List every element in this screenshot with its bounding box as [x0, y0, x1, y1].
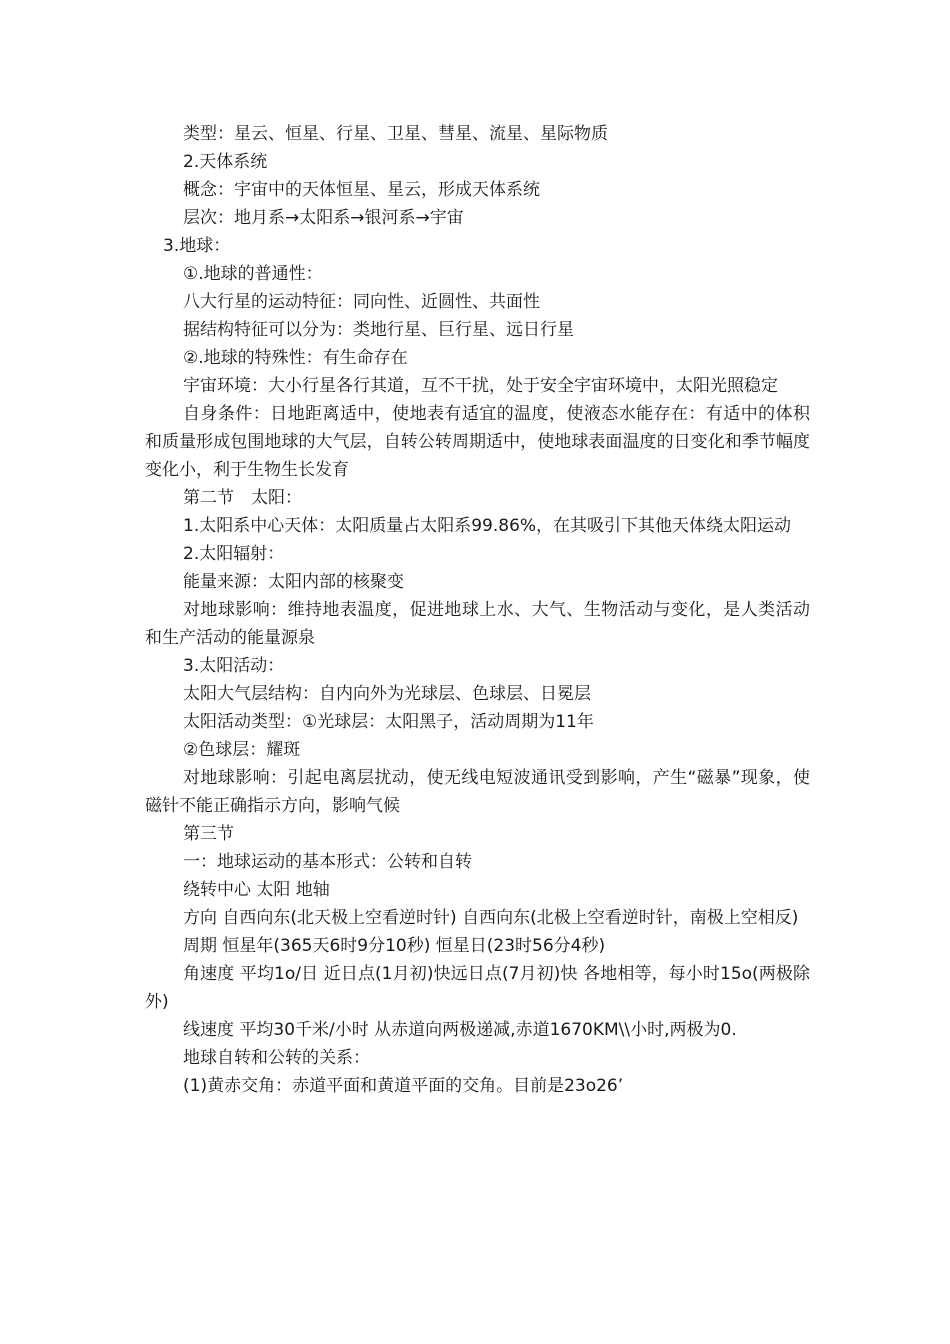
- section-heading: 第三节: [183, 824, 234, 844]
- document-body: [145, 120, 810, 1100]
- paragraph: 宇宙环境：大小行星各行其道，互不干扰，处于安全宇宙环境中，太阳光照稳定: [183, 376, 778, 396]
- paragraph: ②.地球的特殊性：有生命存在: [183, 348, 408, 368]
- paragraph: 地球自转和公转的关系：: [183, 1048, 370, 1068]
- paragraph: 绕转中心 太阳 地轴: [183, 880, 330, 900]
- paragraph: 一：地球运动的基本形式：公转和自转: [183, 852, 472, 872]
- paragraph: 方向 自西向东(北天极上空看逆时针) 自西向东(北极上空看逆时针，南极上空相反): [183, 908, 799, 928]
- paragraph: ②色球层：耀斑: [183, 740, 301, 760]
- paragraph: 周期 恒星年(365天6时9分10秒) 恒星日(23时56分4秒): [183, 936, 606, 956]
- paragraph: 对地球影响：引起电离层扰动，使无线电短波通讯受到影响，产生“磁暴”现象，使磁针不能正确指示方向，影响气候: [145, 768, 810, 816]
- paragraph: 能量来源：太阳内部的核聚变: [183, 572, 404, 592]
- paragraph: 对地球影响：维持地表温度，促进地球上水、大气、生物活动与变化，是人类活动和生产活动的能量源泉: [145, 600, 810, 648]
- paragraph: 角速度 平均1o/日 近日点(1月初)快远日点(7月初)快 各地相等，每小时15o(两极除外): [145, 964, 810, 1012]
- paragraph: 1.太阳系中心天体：太阳质量占太阳系99.86%，在其吸引下其他天体绕太阳运动: [183, 516, 792, 536]
- paragraph: 自身条件：日地距离适中，使地表有适宜的温度，使液态水能存在：有适中的体积和质量形成包围地球的大气层，自转公转周期适中，使地球表面温度的日变化和季节幅度变化小，利于生物生长发育: [145, 404, 810, 480]
- paragraph: 3.太阳活动：: [183, 656, 285, 676]
- paragraph: 2.太阳辐射：: [183, 544, 285, 564]
- paragraph: 类型：星云、恒星、行星、卫星、彗星、流星、星际物质: [183, 124, 608, 144]
- paragraph: 2.天体系统: [183, 152, 268, 172]
- section-heading: 3.地球：: [163, 236, 231, 256]
- paragraph: 概念：宇宙中的天体恒星、星云，形成天体系统: [183, 180, 540, 200]
- paragraph: 层次：地月系→太阳系→银河系→宇宙: [183, 208, 464, 228]
- paragraph: ①.地球的普通性：: [183, 264, 323, 284]
- paragraph: 八大行星的运动特征：同向性、近圆性、共面性: [183, 292, 540, 312]
- paragraph: 据结构特征可以分为：类地行星、巨行星、远日行星: [183, 320, 574, 340]
- paragraph: (1)黄赤交角：赤道平面和黄道平面的交角。目前是23o26’: [183, 1076, 624, 1096]
- paragraph: 太阳活动类型：①光球层：太阳黑子，活动周期为11年: [183, 712, 594, 732]
- section-heading: 第二节 太阳：: [183, 488, 302, 508]
- paragraph: 太阳大气层结构：自内向外为光球层、色球层、日冕层: [183, 684, 591, 704]
- paragraph: 线速度 平均30千米/小时 从赤道向两极递减,赤道1670KM\\小时,两极为0.: [183, 1020, 737, 1040]
